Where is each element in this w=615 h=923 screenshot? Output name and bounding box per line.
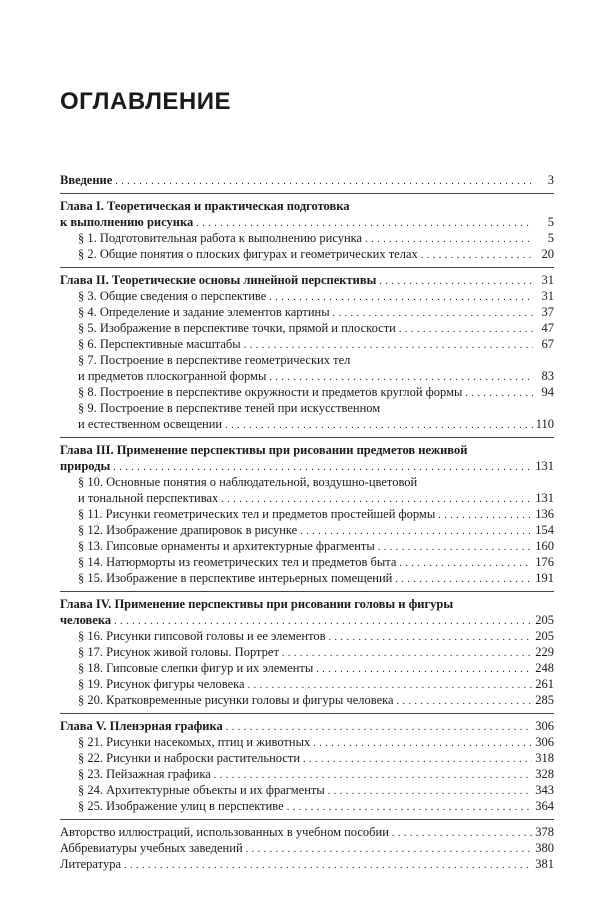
toc-page-number: 131 [535,491,554,505]
toc-entry-label: § 20. Кратковременные рисунки головы и фигуры человека [78,693,394,707]
toc-entry-label: § 24. Архитектурные объекты и их фрагменты [78,783,325,797]
section-entry-11[interactable] [60,506,554,522]
toc-page-number: 136 [535,507,554,521]
toc-page-number: 131 [535,459,554,473]
toc-page-number: 83 [541,369,554,383]
section-entry-17[interactable] [60,644,554,660]
toc-entry-label: человека [60,613,112,627]
section-entry-2[interactable] [60,246,554,262]
divider [60,819,554,820]
divider [60,193,554,194]
section-entry-22[interactable] [60,750,554,766]
chapter-entry-1[interactable] [60,214,554,230]
toc-entry-label: § 8. Построение в перспективе окружности и предметов круглой формы [78,385,463,399]
divider [60,437,554,438]
section-entry-23[interactable] [60,766,554,782]
section-entry-18[interactable] [60,660,554,676]
toc-page-number: 160 [535,539,554,553]
section-title-7[interactable]: § 7. Построение в перспективе геометрических тел [78,353,351,367]
toc-entry-label: § 16. Рисунки гипсовой головы и ее элементов [78,629,326,643]
toc-page-number: 37 [541,305,554,319]
toc-page-number: 343 [535,783,554,797]
toc-entry-label: § 18. Гипсовые слепки фигур и их элементы [78,661,314,675]
toc-page-number: 67 [541,337,554,351]
toc-entry-label: § 21. Рисунки насекомых, птиц и животных [78,735,311,749]
section-entry-6[interactable] [60,336,554,352]
section-entry-7[interactable] [60,368,554,384]
divider [60,591,554,592]
toc-entry-label: и естественном освещении [78,417,223,431]
toc-page-number: 205 [535,613,554,627]
toc-entry-literature[interactable] [60,856,554,872]
toc-page-number: 328 [535,767,554,781]
divider [60,267,554,268]
toc-entry-label: Литература [60,857,121,871]
toc-entry-label: § 17. Рисунок живой головы. Портрет [78,645,279,659]
toc-page-number: 94 [541,385,554,399]
section-title-10[interactable]: § 10. Основные понятия о наблюдательной, воздушно-цветовой [78,475,418,489]
toc-entry-label: § 5. Изображение в перспективе точки, прямой и плоскости [78,321,396,335]
section-entry-21[interactable] [60,734,554,750]
toc-entry-label: § 15. Изображение в перспективе интерьерных помещений [78,571,393,585]
toc-entry-label: § 11. Рисунки геометрических тел и предметов простейшей формы [78,507,436,521]
section-entry-16[interactable] [60,628,554,644]
section-entry-8[interactable] [60,384,554,400]
toc-entry-label: § 12. Изображение драпировок в рисунке [78,523,298,537]
toc-page-number: 306 [535,735,554,749]
toc-entry-label: § 25. Изображение улиц в перспективе [78,799,284,813]
chapter-entry-5[interactable] [60,718,554,734]
chapter-title-4[interactable]: Глава IV. Применение перспективы при рисовании головы и фигуры [60,597,454,611]
toc-entry-label: § 22. Рисунки и наброски растительности [78,751,301,765]
toc-entry-label: § 3. Общие сведения о перспективе [78,289,267,303]
toc-entry-label: Авторство иллюстраций, использованных в учебном пособии [60,825,389,839]
toc-page-number: 318 [535,751,554,765]
toc-page-number: 381 [535,857,554,871]
toc-entry-label: и предметов плоскогранной формы [78,369,267,383]
section-entry-25[interactable] [60,798,554,814]
section-entry-15[interactable] [60,570,554,586]
toc-entry-label: Глава V. Пленэрная графика [60,719,223,733]
section-entry-24[interactable] [60,782,554,798]
section-entry-9[interactable] [60,416,554,432]
toc-page-number: 380 [535,841,554,855]
page-title: ОГЛАВЛЕНИЕ [60,88,232,115]
toc-entry-label: природы [60,459,111,473]
toc-page-number: 285 [535,693,554,707]
toc-page-number: 5 [547,215,554,229]
toc-entry-label: Аббревиатуры учебных заведений [60,841,243,855]
toc-entry-label: § 4. Определение и задание элементов картины [78,305,330,319]
toc-entry-label: § 23. Пейзажная графика [78,767,211,781]
toc-page-number: 110 [535,417,554,431]
chapter-title-1[interactable]: Глава I. Теоретическая и практическая подготовка [60,199,350,213]
section-entry-4[interactable] [60,304,554,320]
section-entry-13[interactable] [60,538,554,554]
section-entry-1[interactable] [60,230,554,246]
toc-entry-label: § 19. Рисунок фигуры человека [78,677,245,691]
toc-page-number: 378 [535,825,554,839]
toc-entry-label: Глава II. Теоретические основы линейной перспективы [60,273,377,287]
toc-page-number: 306 [535,719,554,733]
toc-page-number: 31 [541,289,554,303]
chapter-entry-3[interactable] [60,458,554,474]
toc-page-number: 248 [535,661,554,675]
toc-page-number: 191 [535,571,554,585]
toc-page-number: 31 [541,273,554,287]
toc-entry-label: § 6. Перспективные масштабы [78,337,241,351]
section-entry-12[interactable] [60,522,554,538]
section-entry-10[interactable] [60,490,554,506]
toc-page-number: 229 [535,645,554,659]
toc-entry-abbreviations[interactable] [60,840,554,856]
toc-entry-intro[interactable] [60,172,554,188]
toc-page-number: 154 [535,523,554,537]
toc-page-number: 3 [547,173,554,187]
toc-entry-illustrations[interactable] [60,824,554,840]
divider [60,713,554,714]
toc-page-number: 364 [535,799,554,813]
toc-page-number: 20 [541,247,554,261]
section-entry-14[interactable] [60,554,554,570]
toc-entry-label: § 14. Натюрморты из геометрических тел и предметов быта [78,555,397,569]
chapter-title-3[interactable]: Глава III. Применение перспективы при рисовании предметов неживой [60,443,468,457]
toc-entry-label: Введение [60,173,113,187]
toc-entry-label: § 2. Общие понятия о плоских фигурах и геометрических телах [78,247,418,261]
section-title-9[interactable]: § 9. Построение в перспективе теней при искусственном [78,401,381,415]
toc-page-number: 176 [535,555,554,569]
chapter-entry-4[interactable] [60,612,554,628]
toc-page-number: 5 [547,231,554,245]
toc-page-number: 47 [541,321,554,335]
toc-page-number: 261 [535,677,554,691]
section-entry-19[interactable] [60,676,554,692]
section-entry-20[interactable] [60,692,554,708]
chapter-entry-2[interactable] [60,272,554,288]
toc-entry-label: § 13. Гипсовые орнаменты и архитектурные фрагменты [78,539,375,553]
toc-page-number: 205 [535,629,554,643]
toc-entry-label: § 1. Подготовительная работа к выполнению рисунка [78,231,363,245]
table-of-contents [60,172,554,872]
toc-entry-label: и тональной перспективах [78,491,219,505]
toc-entry-label: к выполнению рисунка [60,215,194,229]
section-entry-5[interactable] [60,320,554,336]
section-entry-3[interactable] [60,288,554,304]
